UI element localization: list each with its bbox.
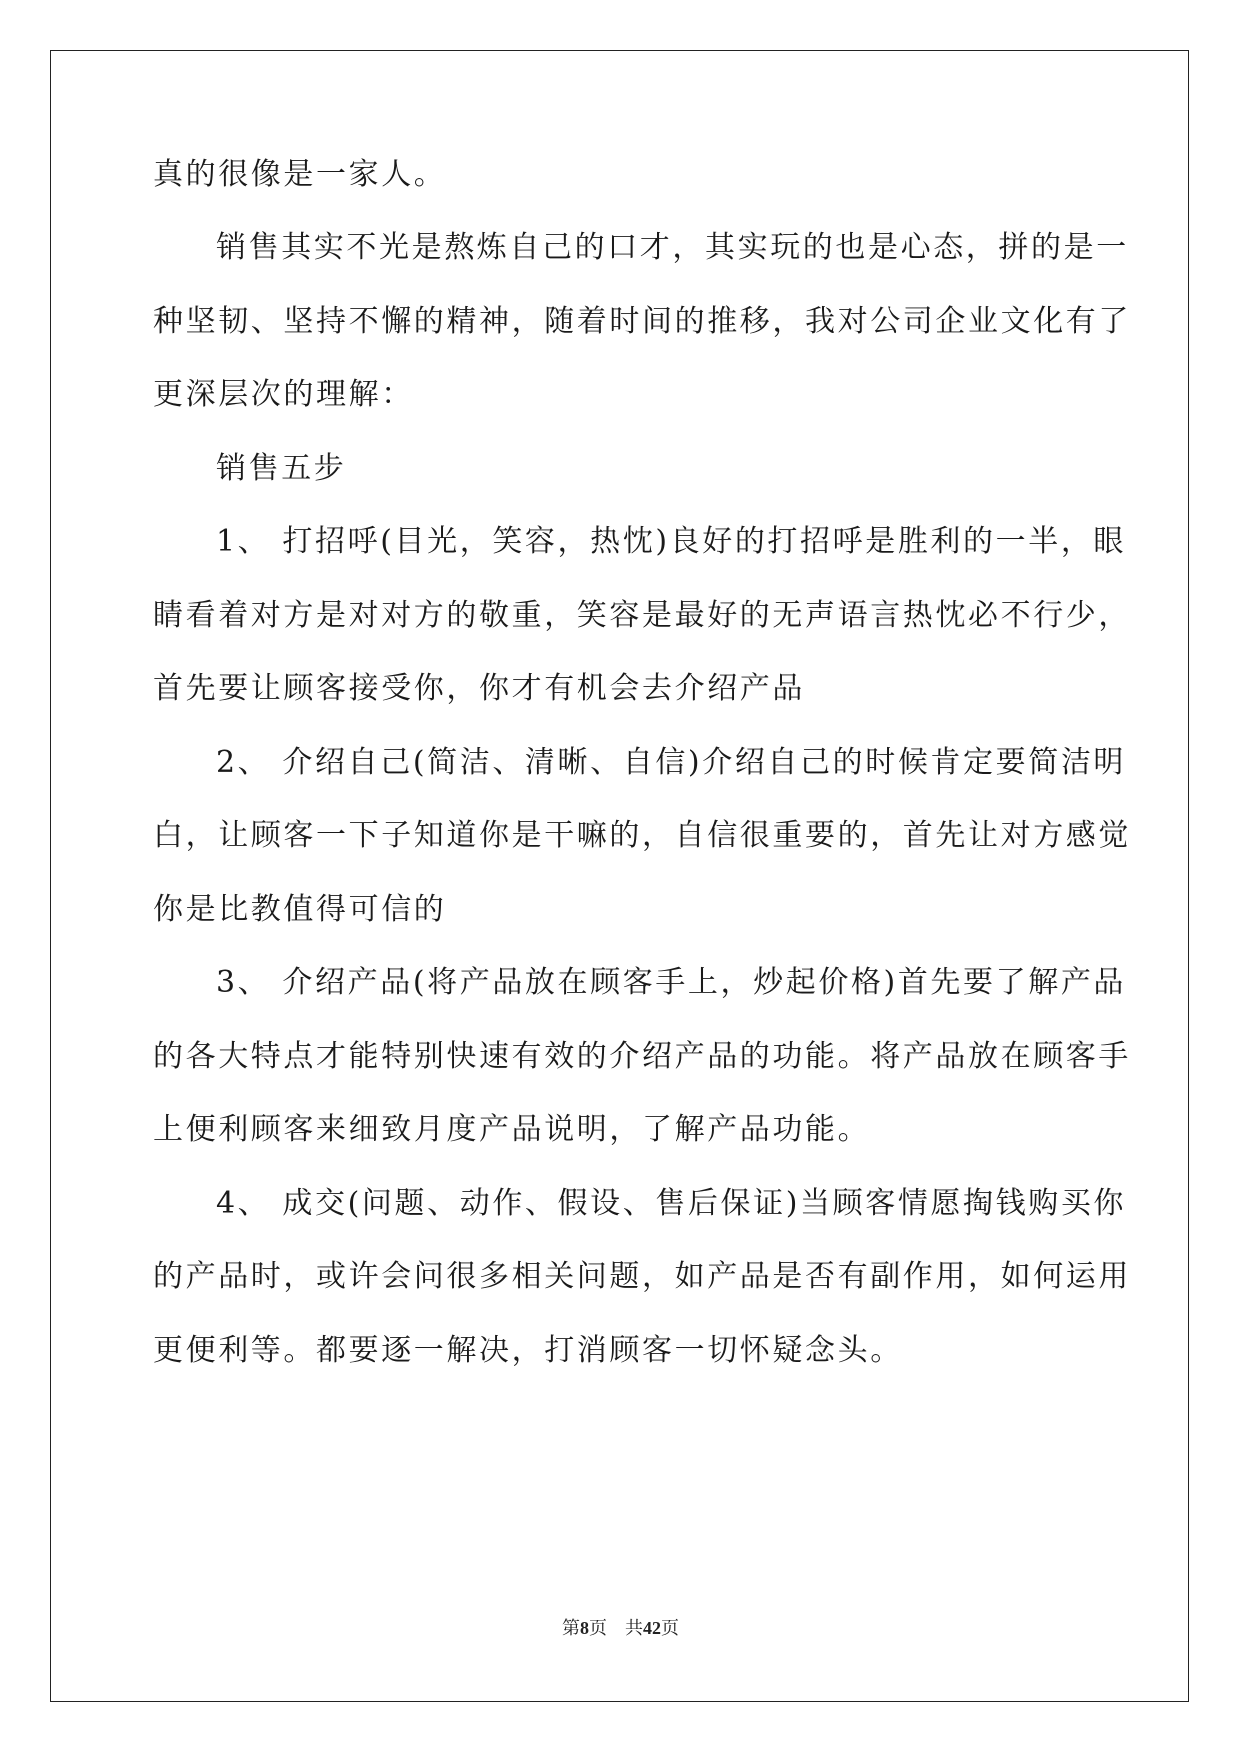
page-footer (0, 1616, 1241, 1640)
total-pages: 42 (643, 1618, 661, 1638)
page-suffix: 页 (589, 1618, 607, 1638)
body-line: 上便利顾客来细致月度产品说明，了解产品功能。 (153, 1112, 871, 1147)
body-line: 1、 打招呼(目光，笑容，热忱)良好的打招呼是胜利的一半，眼 (216, 524, 1127, 559)
section-heading: 销售五步 (216, 451, 347, 486)
page-number: 8 (580, 1618, 589, 1638)
body-line: 睛看着对方是对对方的敬重，笑容是最好的无声语言热忱必不行少， (153, 598, 1131, 633)
body-line: 白，让顾客一下子知道你是干嘛的，自信很重要的，首先让对方感觉 (153, 818, 1131, 853)
body-line: 真的很像是一家人。 (153, 157, 447, 192)
body-line: 3、 介绍产品(将产品放在顾客手上，炒起价格)首先要了解产品 (216, 965, 1127, 1000)
body-line: 种坚韧、坚持不懈的精神，随着时间的推移，我对公司企业文化有了 (153, 304, 1131, 339)
body-line: 2、 介绍自己(简洁、清晰、自信)介绍自己的时候肯定要简洁明 (216, 745, 1127, 780)
body-line: 首先要让顾客接受你，你才有机会去介绍产品 (153, 671, 805, 706)
total-suffix: 页 (661, 1618, 679, 1638)
body-line: 你是比教值得可信的 (153, 892, 447, 927)
body-line: 4、 成交(问题、动作、假设、售后保证)当顾客情愿掏钱购买你 (216, 1186, 1127, 1221)
total-prefix: 共 (625, 1618, 643, 1638)
body-line: 更便利等。都要逐一解决，打消顾客一切怀疑念头。 (153, 1333, 903, 1368)
body-line: 更深层次的理解： (153, 377, 414, 412)
body-line: 的产品时，或许会问很多相关问题，如产品是否有副作用，如何运用 (153, 1259, 1131, 1294)
page-prefix: 第 (562, 1618, 580, 1638)
body-line: 销售其实不光是熬炼自己的口才，其实玩的也是心态，拼的是一 (216, 230, 1129, 265)
body-line: 的各大特点才能特别快速有效的介绍产品的功能。将产品放在顾客手 (153, 1039, 1131, 1074)
page-border (50, 50, 1189, 1702)
